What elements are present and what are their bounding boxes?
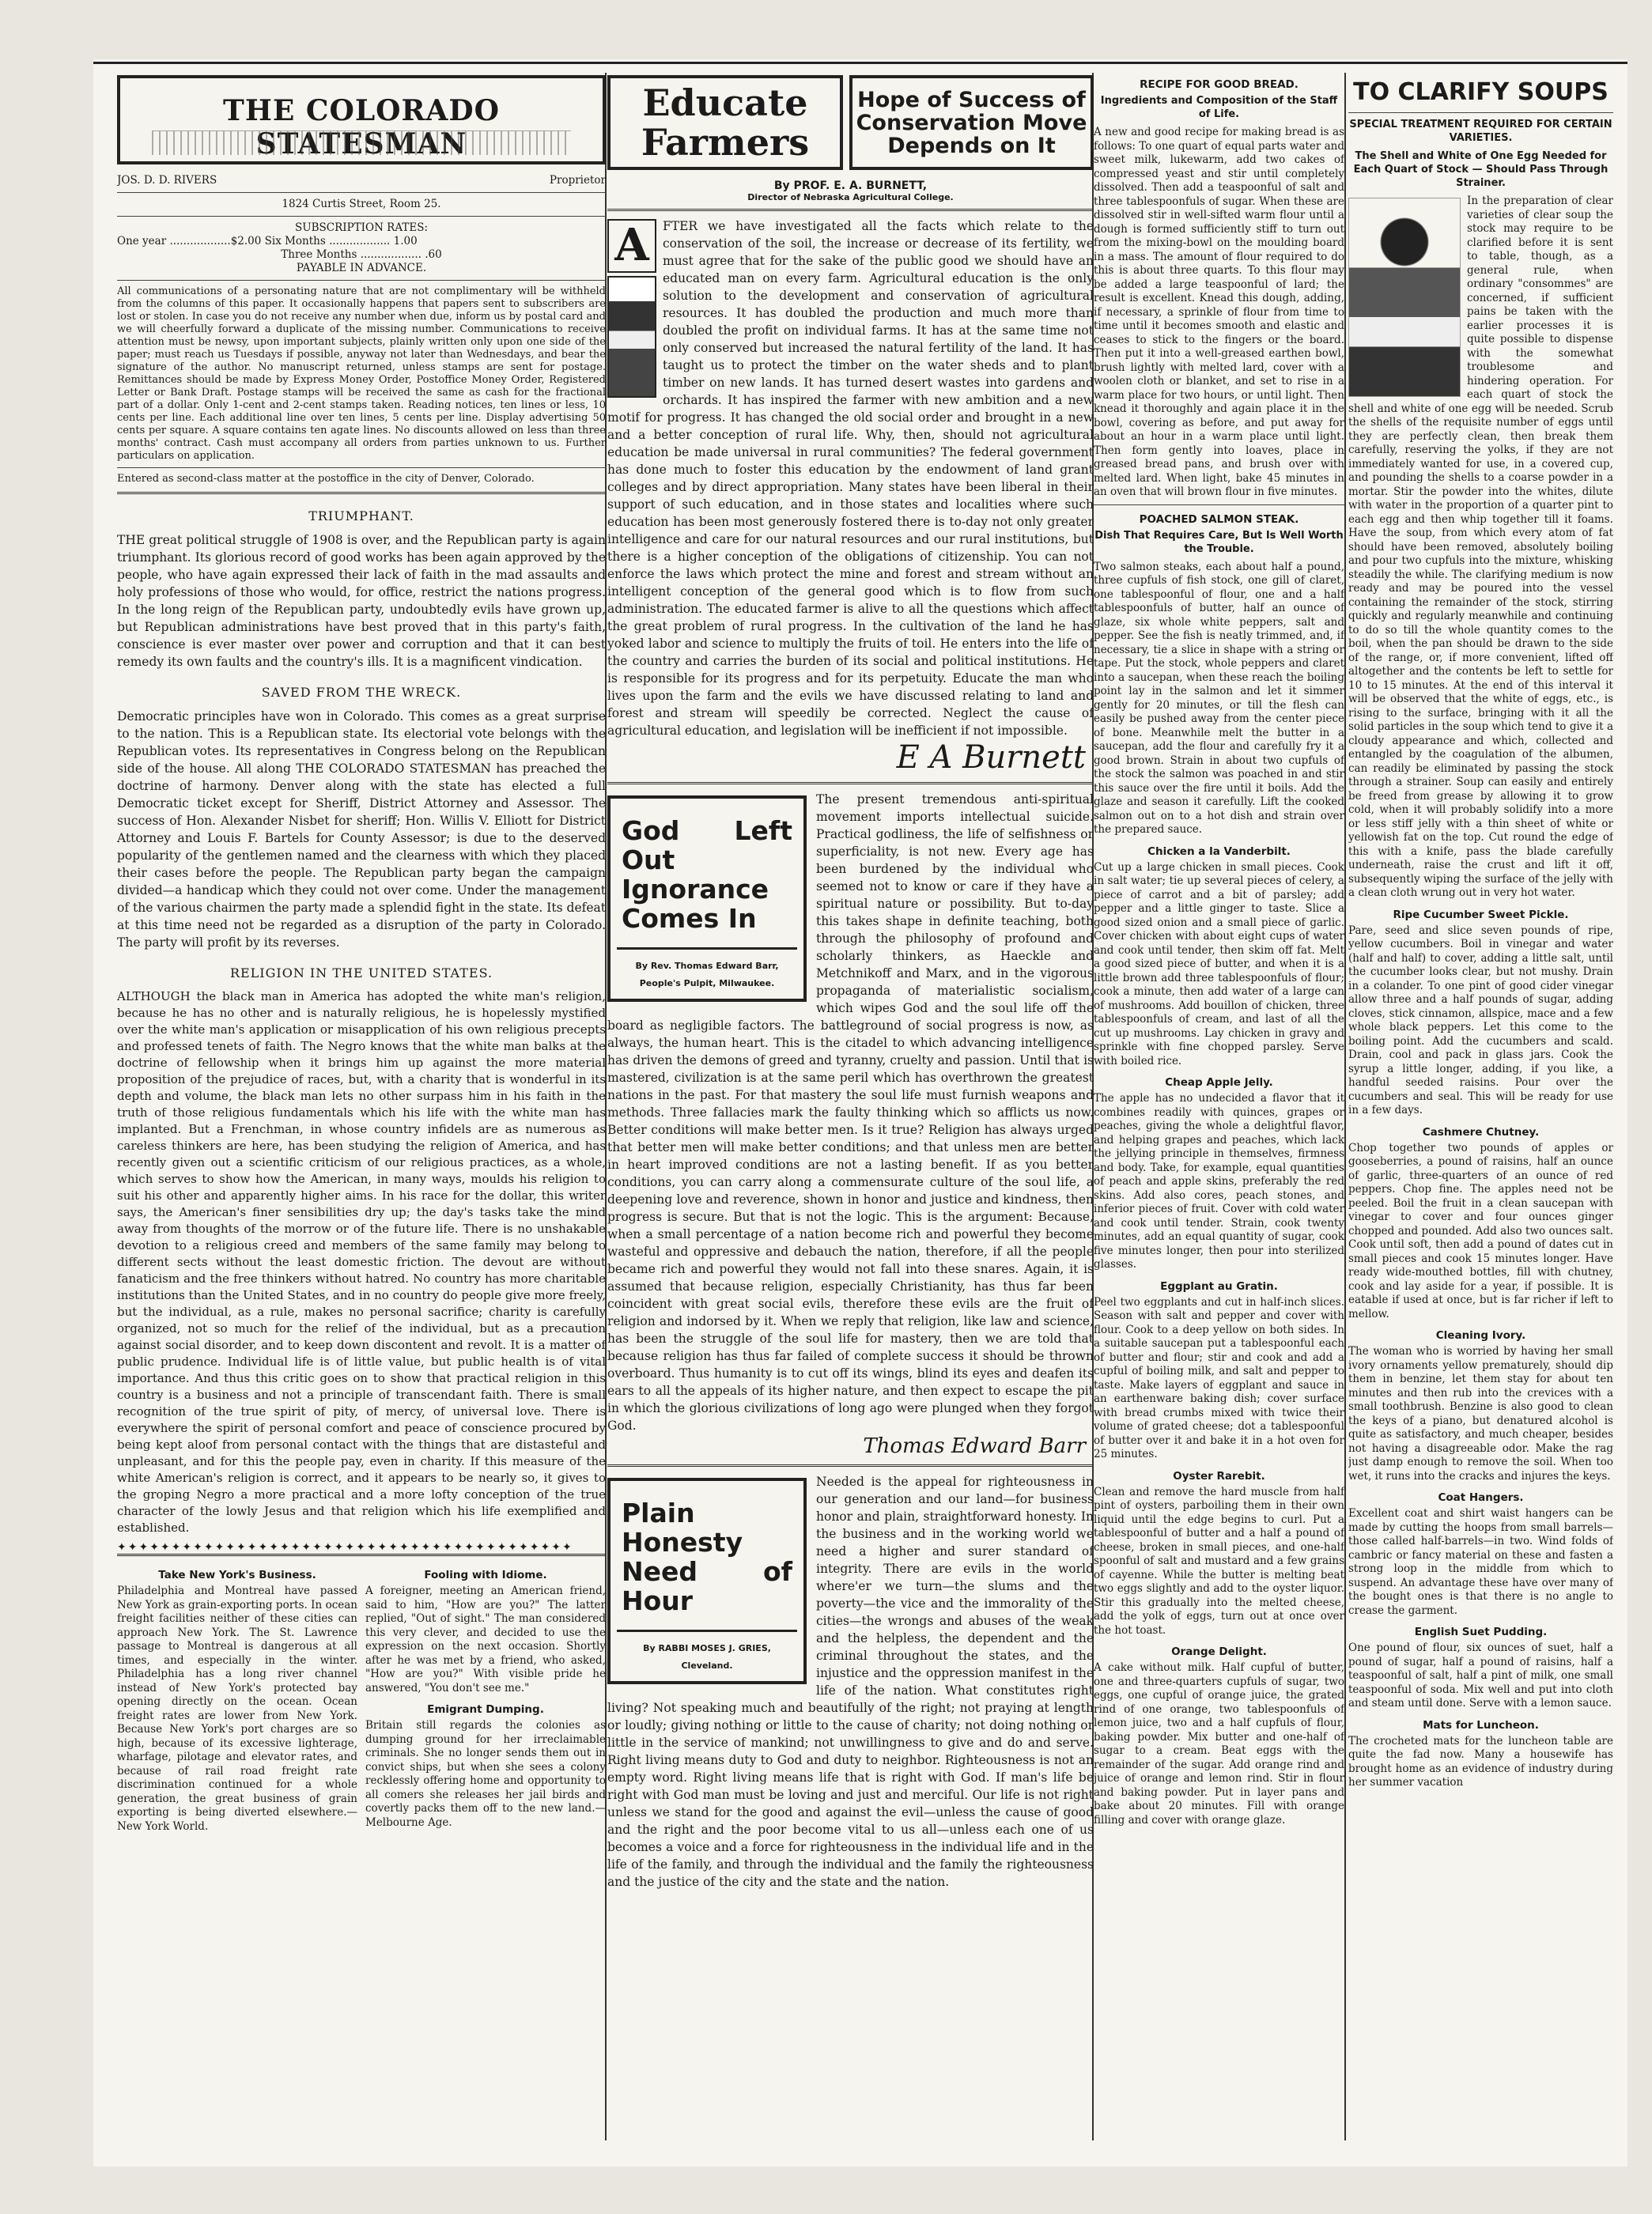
- masthead: [117, 75, 606, 164]
- barr-byline-place: People's Pulpit, Milwaukee.: [639, 978, 775, 988]
- editorial-title: RELIGION IN THE UNITED STATES.: [229, 965, 493, 980]
- soups-subtitle: SPECIAL TREATMENT REQUIRED FOR CERTAIN VARIETIES.: [1349, 119, 1612, 144]
- masthead-title: THE COLORADO STATESMAN: [223, 94, 500, 161]
- recipe-title: POACHED SALMON STEAK.: [1139, 512, 1299, 526]
- rates-notice: All communications of a personating nature that are not complimentary will be withheld from the columns of this paper. It occasionally happens that papers sent to subscribers are lost or stolen. In case you do not receive any number when due, inform us by postal card and we will cheerfully forward a duplicate of the missing number. Communications to receive attention must be newsy, upon important subjects, plainly written only upon one side of the paper; must reach us Tuesdays if possible, anyway not later than Wednesdays, and bear the signature of the author. No manuscript returned, unless stamps are sent for postage. Remittances should be made by Express Money Order, Postoffice Money Order, Registered Letter or Bank Draft. Postage stamps will be received the same as cash for the fractional part of a dollar. Only 1-cent and 2-cent stamps taken. Reading notices, ten lines or less, 10 cents per line. Each additional line over ten lines, 5 cents per line. Display advertising 50 cents per square. A square contains ten agate lines. No discounts allowed on less than three months' contract. Cash must accompany all orders from parties unknown to us. Further particulars on application.: [117, 285, 606, 462]
- soups-subtitle-2: The Shell and White of One Egg Needed for Each Quart of Stock — Should Pass Through Strainer.: [1353, 150, 1609, 189]
- burnett-byline: By PROF. E. A. BURNETT,: [773, 179, 928, 192]
- cook-illustration: [1348, 198, 1461, 397]
- recipe-text: A cake without milk. Half cupful of butter, one and three-quarters cupfuls of sugar, two eggs, one cupful of orange juice, the grated rind of one orange, two tablespoonfuls of lemon juice, two and a half cupfuls of flour, baking powder. Mix butter and one-half of sugar to a cream. Beat eggs with the remainder of the sugar. Add orange rind and juice of orange and lemon rind. Stir in flour and baking powder. Put in layer pans and bake about 20 minutes. Fill with orange filling and cover with orange glaze.: [1094, 1661, 1344, 1827]
- recipe-text: Clean and remove the hard muscle from half pint of oysters, parboiling them in their own liquid until the edge begins to curl. Put a tablespoonful of butter and a half a pound of cheese, broken in small pieces, and one-half spoonful of salt and mustard and a few grains of cayenne. While the butter is melting beat two eggs slightly and add to the oyster liquor. Stir this gradually into the melted cheese, add the yolk of eggs, turn out at once over the hot toast.: [1094, 1485, 1344, 1637]
- column-household: [1348, 75, 1613, 2139]
- recipe-title: Cashmere Chutney.: [1422, 1125, 1540, 1139]
- recipe-text: A new and good recipe for making bread is as follows: To one quart of equal parts water and sweet milk, lukewarm, add two cakes of compressed yeast and stir until completely dissolved. Then add a teaspoonful of salt and three tablespoonfuls of sugar. When these are dissolved stir in well-sifted warm flour until a dough is formed sufficiently stiff to turn out from the mixing-bowl on the moulding board in a mass. The amount of flour required to do this is about three quarts. To this flour may be added a large teaspoonful of lard; the result is excellent. Knead this dough, adding, if necessary, a sprinkle of flour from time to time until it becomes smooth and elastic and ceases to stick to the fingers or the board. Then put it into a well-greased earthen bowl, brush lightly with melted lard, cover with a woolen cloth or blanket, and set to rise in a warm place for two hours, or until light. Then knead it thoroughly and again place it in the bowl, covering as before, and put away for about an hour in a warm place until light. Then form gently into loaves, place in greased bread pans, and brush over with melted lard. When light, bake 45 minutes in an oven that will brown flour in five minutes.: [1094, 126, 1344, 498]
- shorts-section: [117, 1554, 606, 1834]
- gries-headline: Plain Honesty Need of Hour: [622, 1498, 792, 1616]
- gries-headline-box: [607, 1478, 807, 1684]
- rates-one-year: One year ..................$2.00 Six Months .................. 1.00: [117, 235, 418, 247]
- recipe-text: Cut up a large chicken in small pieces. Cook in salt water; tie up several pieces of celery, a piece of carrot and a bit of parsley; add pepper and a little ginger to taste. Slice a good sized onion and a small piece of garlic. Cover chicken with about eight cups of water and cook until tender, then skim off fat. Melt a good sized piece of butter, and when it is a little brown add three tablespoonfuls of flour; cook a minute, then add water of a large can of mushrooms. Add bouillon of chicken, three tablespoonfuls of cream, and last of all the cut up mushrooms. Lay chicken in gravy and sprinkle with fine chopped parsley. Serve with boiled rice.: [1094, 860, 1344, 1067]
- divider: [607, 782, 1094, 784]
- editorial-title: SAVED FROM THE WRECK.: [261, 685, 462, 700]
- recipe-subtitle: Dish That Requires Care, But Is Well Worth the Trouble.: [1094, 529, 1344, 555]
- short-title: Emigrant Dumping.: [427, 1703, 544, 1716]
- recipe-title: Orange Delight.: [1171, 1645, 1267, 1658]
- recipe-subtitle: Ingredients and Composition of the Staff of Life.: [1100, 95, 1338, 120]
- divider: [117, 280, 606, 281]
- gries-byline: [617, 1630, 797, 1675]
- recipe-title: English Suet Pudding.: [1414, 1626, 1548, 1638]
- gries-article: [607, 1473, 1094, 1891]
- masthead-illustration: [152, 130, 571, 155]
- barr-headline: God Left Out Ignorance Comes In: [622, 815, 792, 934]
- recipe-title: Oyster Rarebit.: [1173, 1469, 1265, 1483]
- recipe-title: Ripe Cucumber Sweet Pickle.: [1393, 908, 1569, 921]
- publisher-line: [117, 174, 606, 187]
- recipe-text: Chop together two pounds of apples or gooseberries, a pound of raisins, half an ounce of garlic, three-quarters of an ounce of red peppers. Chop fine. The apples need not be peeled. Boil the fruit in a clean saucepan with vinegar to cover and four ounces ginger chopped and pounded. Add also two ounces salt. Cook until soft, then add a pound of dates cut in small pieces and cook 15 minutes longer. Have ready wide-mouthed bottles, fill with chutney, cook and lay aside for a year, if possible. It is eatable if used at once, but is far richer if left to mellow.: [1348, 1141, 1613, 1320]
- divider: [117, 192, 606, 193]
- divider: [117, 492, 606, 494]
- divider: [117, 216, 606, 217]
- recipe-text: The apple has no undecided a flavor that it combines readily with quinces, grapes or peaches, giving the whole a delightful flavor, and helping grapes and peaches, which lack the jellying principle in themselves, firmness and body. Take, for example, equal quantities of peach and apple skins, preferably the red skins. Add also cores, peach stones, and inferior pieces of fruit. Cover with cold water and cook until tender. Strain, cook twenty minutes, add an equal quantity of sugar, cook five minutes longer, then pour into sterilized glasses.: [1094, 1092, 1344, 1271]
- divider: [117, 467, 606, 468]
- recipe-title: Coat Hangers.: [1438, 1491, 1524, 1504]
- recipe-title: Mats for Luncheon.: [1423, 1718, 1539, 1732]
- soups-text: In the preparation of clear varieties of clear soup the stock may require to be clarified before it is sent to table, though, as a general rule, when ordinary "consommes" are concerned, if sufficient pains be taken with the earlier processes it is quite possible to dispense with the somewhat troublesome and hindering operation. For each quart of stock the shell and white of one egg will be needed. Scrub the shells of the requisite number of eggs until they are perfectly clean, then break them carefully, reserving the yolks, if they are not immediately wanted for use, in a covered cup, and pounding the shells to a coarse powder in a mortar. Stir the powder into the whites, dilute with water in the proportion of a quarter pint to each egg and then whip together till it foams. Have the soup, from which every atom of fat should have been removed, absolutely boiling and pour two cupfuls into the mixture, whisking steadily the while. The clarifying medium is now ready and may be poured into the vessel containing the remainder of the stock, stirring quickly and regularly meanwhile and continuing to do so till the whole quantity comes to the boil, when the pan should be drawn to the side of the range, or, if more convenient, lifted off altogether and the contents be left to settle for 10 to 15 minutes. At the end of this interval it will be observed that the white of eggs, etc., is rising to the surface, bringing with it all the solid particles in the soup which tend to give it a cloudy appearance and which, collected and entangled by the coagulation of the albumen, can readily be eliminated by passing the stock through a strainer. Soup can easily and entirely be freed from grease by allowing it to grow cold, when it will probably solidify into a more or less stiff jelly with a thin sheet of white or yellowish fat on the top. Cut round the edge of this with a knife, pass the blade carefully underneath, raise the crust and lift it off, subsequently wiping the surface of the jelly with a clean cloth wrung out in very hot water.: [1348, 195, 1613, 899]
- editorial-text: ALTHOUGH the black man in America has adopted the white man's religion, because he has no other and is naturally religious, he is hopelessly mystified over the white man's application or misapplication of his own religious precepts and professed tenets of faith. The Negro knows that the white man balks at the doctrine of fellowship when it brings him up against the more material proposition of the prejudice of races, but, with a charity that is wonderful in its depth and volume, the black man lets no other surpass him in his faith in the truth of those religious fundamentals which his life with the white man has implanted. But a Frenchman, in whose country infidels are as numerous as careless thinkers are here, has been studying the religion of America, and has recently given out a scientific criticism of our religious practices, as a whole, which serves to show how the American, in many ways, moulds his religion to suit his other and apparently higher aims. In his race for the dollar, this writer says, the American's finer sensibilities dry up; the day's tasks take the mind away from thoughts of the morrow or of the future life. There is no unshakable devotion to a religious creed and members of the same family may belong to different sects without the least domestic friction. The devout are without fanaticism and the free thinkers without hatred. No country has more charitable institutions than the United States, and in no country do people give more freely, but the individual, as a rule, makes no personal sacrifice; charity is carefully organized, not so much for the relief of the individual, but as a precaution against social disorder, and to keep down discontent and revolt. It is a matter of public prudence. Individual life is of little value, but public health is of vital importance. And thus this critic goes on to show that practical religion in this country is a business and not a principle of transcendant faith. There is small recognition of the true spirit of pity, of mercy, of universal love. There is everywhere the spirit of personal comfort and peace of conscience procured by being kept aloof from personal contact with the things that are distasteful and unpleasant, and for this the people pay, even in charity. If this measure of the white American's religion is correct, and it appears to be nearly so, it gives to the groping Negro a more practical and a more lofty conception of the true character of the lowly Jesus and that religion which his life exemplified and established.: [117, 989, 606, 1535]
- recipe-title: Cheap Apple Jelly.: [1165, 1076, 1273, 1089]
- divider: [607, 1464, 1094, 1467]
- recipe-text: One pound of flour, six ounces of suet, half a pound of sugar, half a pound of raisins, half a teaspoonful of salt, half a pint of milk, one small teaspoonful of soda. Mix well and put into cloth and steam until done. Serve with a lemon sauce.: [1348, 1642, 1613, 1710]
- recipe-title: RECIPE FOR GOOD BREAD.: [1140, 78, 1299, 91]
- gries-byline-name: By RABBI MOSES J. GRIES,: [643, 1643, 771, 1653]
- burnett-text: FTER we have investigated all the facts which relate to the conservation of the soil, the increase or decrease of its fertility, we must agree that for the sake of the public good we should have an educated man on every farm. Agricultural education is the only solution to the development and conservation of agricultural resources. It has doubled the production and much more than doubled the profit on individual farms. It has at the same time not only conserved but increased the natural fertility of the land. It has taught us to protect the timber on the water sheds and to plant timber on new lands. It has turned desert wastes into gardens and orchards. It has inspired the farmer with new ambition and a new motif for progress. It has changed the old social order and brought in a new and a better conception of rural life. Why, then, should not agricultural education be made universal in rural communities? The federal government has done much to foster this education by the endowment of land grant colleges and by direct appropriation. Many states have been liberal in their support of such education, and in those states and localities where such education has been most generously fostered there is to-day not only greater intelligence and care for our natural resources and our rural institutions, but there is a higher conception of the obligations of citizenship. You can not enforce the laws which protect the mine and forest and stream without an intelligent conception of the general good which is to flow from such administration. The educated farmer is alive to all the questions which affect the great problem of rural progress. In the cultivation of the land he has yoked labor and science to multiply the fruits of toil. He enters into the life of the country and carries the burden of its social and political institutions. He is responsible for its progress and for its perpetuity. Educate the man who lives upon the farm and the evils we have discussed relating to land and forest and stream will speedily be corrected. Neglect the cause of agricultural education, and legislation will be inefficient if not impossible.: [607, 219, 1094, 738]
- barr-headline-box: [607, 795, 807, 1002]
- short-text: A foreigner, meeting an American friend, said to him, "How are you?" The latter replied, "Out of sight." The man considered this very clever, and decided to use the expression on the next occasion. Shortly after he was met by a friend, who asked, "How are you?" With visible pride he answered, "You don't see me.": [365, 1585, 606, 1695]
- rates-heading: SUBSCRIPTION RATES:: [294, 221, 429, 234]
- divider: [607, 209, 1094, 211]
- rates-three-months: Three Months .................. .60: [281, 248, 442, 261]
- top-rule: [93, 62, 1627, 64]
- divider: [1348, 112, 1613, 113]
- column-editorial: [117, 75, 606, 2139]
- barr-text: The present tremendous anti-spiritual movement imports intellectual suicide. Practical godliness, the life of selfishness or superficiality, is not new. Every age has been burdened by the individual who seemed not to know or care if they have a spiritual nature or possibility. But to-day this takes shape in definite teaching, both through the philosophy of profound and scholarly thinkers, as Haeckle and Metchnikoff and Marx, and in the vigorous propaganda of materialistic socialism, which wipes God and the soul life off the board as negligible factors. The battleground of social progress is now, as always, the human heart. This is the citadel to which advancing intelligence has driven the demons of greed and tyranny, cruelty and passion. Until that is mastered, civilization is at the same peril which has overthrown the greatest nations in the past. For that mastery the soul life must furnish weapons and methods. Three fallacies mark the faulty thinking which so afflicts us now. Better conditions will make better men. Is it true? Religion has always urged that better men will make better conditions; and that unless men are better in heart improved conditions are not a lasting benefit. If as you better conditions, you can carry along a commensurate culture of the soul life, a deepening love and reverence, shown in honor and justice and kindness, then progress is secure. But that is not the logic. This is the argument: Because, when a small percentage of a nation become rich and powerful they become wasteful and oppressive and debauch the nation, therefore, if all the people became rich and powerful they would not fall into these snares. Again, it is assumed that because religion, especially Christianity, has thus far been coincident with great social evils, therefore these evils are the fruit of religion and indorsed by it. When we reply that religion, like law and science, has been the struggle of the soul life for mastery, then we are told that because religion has thus far failed of complete success it should be thrown overboard. Thus humanity is to cut off its wings, blind its eyes and deafen its ears to all the appeals of its higher nature, and then expect to escape the pit in which the glorious civilizations of long ago were plunged when they forgot God.: [607, 792, 1094, 1433]
- headline-conservation: Hope of Success of Conservation Move Depends on It: [849, 75, 1094, 170]
- barr-signature: Thomas Edward Barr: [863, 1434, 1086, 1458]
- soups-article: [1348, 195, 1613, 901]
- drop-cap: A: [607, 219, 656, 273]
- editorial-text: Democratic principles have won in Colorado. This comes as a great surprise to the nation. This is a Republican state. Its electorial vote belongs with the Republican votes. Its representatives in Congress belong on the Republican side of the house. All along THE COLORADO STATESMAN has preached the doctrine of harmony. Denver along with the state has elected a full Democratic ticket except for Sheriff, District Attorney and Assessor. The success of Hon. Alexander Nisbet for sheriff; Hon. Willis V. Elliott for District Attorney and Louis F. Bartels for County Assessor; is due to the deserved popularity of the gentlemen named and the clearness with which they placed their cases before the people. The Republican party began the campaign divided—a handicap which they could not over come. Under the management of the various chairmen the party made a splendid fight in the state. Its defeat at this time need not be regarded as a disruption of the party in Colorado. The party will profit by its reverses.: [117, 709, 606, 950]
- barr-byline-name: By Rev. Thomas Edward Barr,: [635, 961, 779, 971]
- short-title: Fooling with Idiome.: [424, 1569, 547, 1581]
- burnett-byline-sub: Director of Nebraska Agricultural College.: [747, 192, 954, 202]
- publisher-name: JOS. D. D. RIVERS: [117, 174, 217, 187]
- column-divider: [1344, 73, 1346, 2140]
- recipe-title: Eggplant au Gratin.: [1160, 1279, 1278, 1293]
- divider: [1094, 504, 1344, 505]
- gries-byline-place: Cleveland.: [681, 1660, 733, 1671]
- recipe-text: The crocheted mats for the luncheon table are quite the fad now. Many a housewife has brought home as an evidence of industry during her summer vacation: [1348, 1734, 1613, 1789]
- publisher-address: 1824 Curtis Street, Room 25.: [282, 198, 441, 210]
- author-portrait: [607, 276, 656, 398]
- short-text: Britain still regards the colonies as dumping ground for her irreclaimable criminals. She no longer sends them out in convict ships, but when she sees a colony recklessly offering home and opportunity to all comers she releases her jail birds and covertly packs them off to the new land.—Melbourne Age.: [365, 1719, 606, 1829]
- burnett-signature: E A Burnett: [896, 739, 1086, 776]
- short-text: Philadelphia and Montreal have passed New York as grain-exporting ports. In ocean freight facilities neither of these cities can approach New York. The St. Lawrence passage to Montreal is dangerous at all times, and especially in the winter. Philadelphia has a long river channel instead of New York's protected bay opening directly on the ocean. Ocean freight rates are lower from New York. Because New York's port charges are so high, because of its excessive lighterage, wharfage, pilotage and elevator rates, and because of rail road freight rate discrimination continued for a whole generation, the great business of grain exporting is being diverted elsewhere.—New York World.: [117, 1585, 357, 1833]
- recipe-text: Pare, seed and slice seven pounds of ripe, yellow cucumbers. Boil in vinegar and water (half and half) to cover, adding a little salt, until the cucumber looks clear, but not mushy. Drain in a colander. To one pint of good cider vinegar allow three and a half pounds of sugar, adding cloves, stick cinnamon, allspice, mace and a few whole black peppers. Let this come to the boiling point. Add the cucumbers and scald. Drain, cool and pack in glass jars. Cook the syrup a little longer, adding, if you like, a handful seeded raisins. Pour over the cucumbers and seal. This will be ready for use in a few days.: [1348, 924, 1613, 1116]
- recipe-title: Cleaning Ivory.: [1435, 1329, 1526, 1342]
- burnett-article: [607, 217, 1094, 739]
- entered-notice: Entered as second-class matter at the postoffice in the city of Denver, Colorado.: [117, 473, 535, 485]
- soups-title: TO CLARIFY SOUPS: [1353, 78, 1609, 106]
- headline-educate-farmers: Educate Farmers: [607, 75, 843, 170]
- barr-byline: [617, 947, 797, 992]
- recipe-text: Excellent coat and shirt waist hangers can be made by cutting the hoops from small barrels—those called half-barrels—in two. Wind folds of cambric or fancy material on these and fasten a strong loop in the middle from which to suspend. An advantage these have over many of the bought ones is that there is no angle to crease the garment.: [1348, 1507, 1613, 1617]
- column-articles: [607, 75, 1094, 2139]
- short-title: Take New York's Business.: [158, 1569, 316, 1581]
- gries-text: Needed is the appeal for righteousness in our generation and our land—for business honor and plain, straightforward honesty. In the business and in the working world we need a higher and surer standard of integrity. There are evils in the world where'er we turn—the slums and the poverty—the vice and the immorality of the cities—the wrongs and abuses of the weak and the helpless, the dependent and the criminal throughout the states, and the injustice and the oppression manifest in the life of the nation. What constitutes right living? Not speaking much and beautifully of the right; not praying at length or loudly; giving nothing or little to the cause of charity; not doing nothing or little in the service of mankind; not unwillingness to give and do and serve. Right living means duty to God and duty to neighbor. Righteousness is not an empty word. Right living means life that is right with God. If man's life be right with God man must be loving and just and merciful. Our life is not right unless we stand for the good and against the evil—unless the cause of good and the right and the poor become vital to us all—unless each one of us becomes a voice and a force for righteousness in the individual life and in the life of the family, and through the individual and the family the righteousness and the justice of the city and the state and the nation.: [607, 1475, 1094, 1889]
- rates-advance: PAYABLE IN ADVANCE.: [296, 262, 427, 274]
- ornament-row: ✦✦✦✦✦✦✦✦✦✦✦✦✦✦✦✦✦✦✦✦✦✦✦✦✦✦✦✦✦✦✦✦✦✦✦✦✦✦✦✦✦✦: [117, 1541, 573, 1554]
- burnett-headline: [607, 75, 1094, 170]
- recipe-text: Peel two eggplants and cut in half-inch slices. Season with salt and pepper and cover with flour. Cook to a deep yellow on both sides. In a suitable saucepan put a tablespoonful each of butter and flour; stir and cook and add a cupful of boiling milk, and salt and pepper to taste. Make layers of eggplant and sauce in an earthenware baking dish; cover surface with bread crumbs mixed with twice their volume of grated cheese; dot a tablespoonful of butter over it and bake it in a hot oven for 25 minutes.: [1094, 1295, 1344, 1460]
- barr-article: [607, 791, 1094, 1434]
- editorial-text: THE great political struggle of 1908 is over, and the Republican party is again triumphant. Its glorious record of good works has been again approved by the people, who have again expressed their lack of faith in the mad assaults and holy professions of those who would, for office, restrict the nations progress. In the long reign of the Republican party, undoubtedly evils have grown up, but Republican administrations have best proved that in this party's faith, conscience is ever master over power and corruption and that it can best remedy its own faults and the country's ills. It is a magnificent vindication.: [117, 533, 606, 669]
- column-recipes: [1094, 75, 1344, 2139]
- publisher-role: Proprietor: [549, 174, 606, 187]
- recipe-title: Chicken a la Vanderbilt.: [1147, 844, 1291, 858]
- recipe-text: Two salmon steaks, each about half a pound, three cupfuls of fish stock, one gill of claret, one tablespoonful of flour, one and a half tablespoonfuls of butter, half an ounce of glaze, six whole white peppers, salt and pepper. See the fish is neatly trimmed, and, if necessary, tie a slice in shape with a string or tape. Put the stock, whole peppers and claret into a saucepan, when these reach the boiling point lay in the salmon and let it simmer gently for 20 minutes, or till the flesh can easily be pushed away from the center piece of bone. Meanwhile melt the butter in a saucepan, add the flour and carefully fry it a good brown. Strain in about two cupfuls of the stock the salmon was poached in and stir this sauce over the fire until it boils. Add the glaze and season it carefully. Lift the cooked salmon out on to a hot dish and strain over the prepared sauce.: [1094, 560, 1344, 836]
- editorial-title: TRIUMPHANT.: [308, 508, 414, 523]
- recipe-text: The woman who is worried by having her small ivory ornaments yellow prematurely, should dip them in benzine, let them stay for about ten minutes and then rub into the crevices with a small toothbrush. Benzine is also good to clean the keys of a piano, but denatured alcohol is quite as satisfactory, and much cheaper, besides not having a disagreeable odor. Make the rag just damp enough to remove the soil. When too wet, it runs into the cracks and injures the keys.: [1348, 1345, 1613, 1483]
